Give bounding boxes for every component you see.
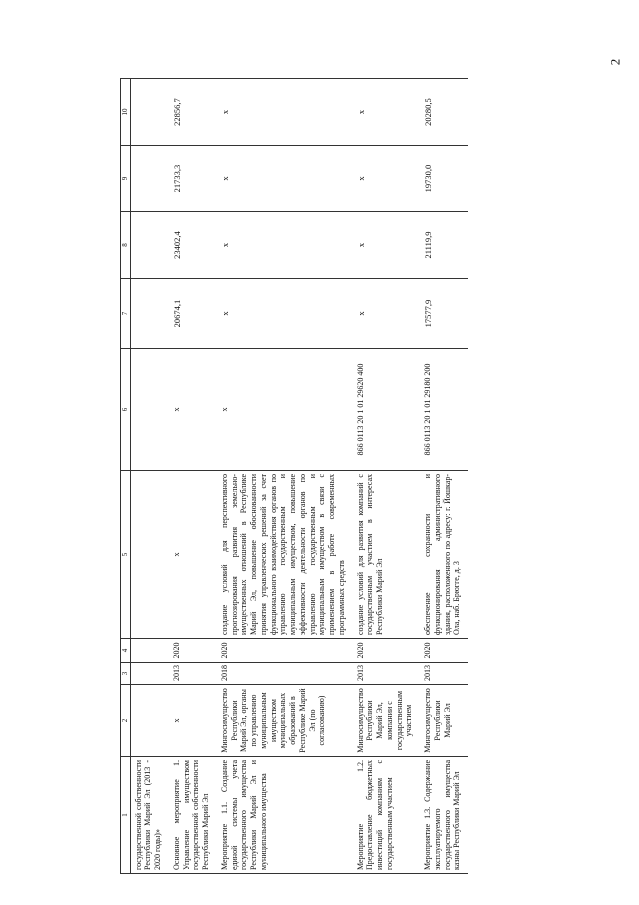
budget-code [130,349,169,471]
page-number: 2 [607,58,623,66]
activity-name: государственной собственности Республики Марий Эл (2013 - 2020 годы)» [130,757,169,874]
expected-result: x [169,471,217,639]
activity-name: Мероприятие 1.3. Содержание эксплуатируемого государственного имущества казны Республики Марий Эл [420,757,468,874]
program-activities-table [120,78,468,874]
executor: Мингосимущество Республики Марий Эл [420,685,468,757]
budget-code: 866 0113 20 1 01 29180 200 [420,349,468,471]
column-header: 4 [121,639,131,663]
expected-result: создание условий для перспективного прогнозирования развития земельно-имущественных отношений в Республике Марий Эл, повышение обоснованности принятия управленческих решений за счет функционального взаимодействия органов по управлению государственным и муниципальным имуществом, повышение эффективности деятельности органов по управлению государственным и муниципальным имуществом в связи с применением в работе современных программных средств [217,471,353,639]
activity-name: Мероприятие 1.2. Предоставление бюджетных инвестиций компаниям с государственным участием [353,757,421,874]
amount-col7 [130,279,169,349]
expected-result: создание условий для развития компаний с государственным участием в интересах Республики Марий Эл [353,471,421,639]
amount-col8: x [353,212,421,279]
start-year [130,663,169,685]
end-year: 2020 [217,639,353,663]
expected-result [130,471,169,639]
column-header: 3 [121,663,131,685]
amount-col10 [130,79,169,146]
amount-col7: 17577,9 [420,279,468,349]
amount-col9: x [217,146,353,212]
amount-col8: 21119,9 [420,212,468,279]
start-year: 2013 [353,663,421,685]
rotated-table-page [120,79,620,874]
column-header: 10 [121,79,131,146]
amount-col9 [130,146,169,212]
table-row [217,79,353,874]
amount-col10: x [353,79,421,146]
amount-col8: 23402,4 [169,212,217,279]
column-header: 5 [121,471,131,639]
amount-col10: 20280,5 [420,79,468,146]
start-year: 2013 [420,663,468,685]
start-year: 2018 [217,663,353,685]
budget-code: 866 0113 20 1 01 29620 400 [353,349,421,471]
table-row [420,79,468,874]
column-header: 7 [121,279,131,349]
budget-code: x [217,349,353,471]
table-row [169,79,217,874]
end-year [130,639,169,663]
end-year: 2020 [353,639,421,663]
end-year: 2020 [169,639,217,663]
column-header: 6 [121,349,131,471]
activity-name: Основное мероприятие 1. Управление имуществом государственной собственности Республики Марий Эл [169,757,217,874]
amount-col9: x [353,146,421,212]
executor: x [169,685,217,757]
amount-col7: x [353,279,421,349]
expected-result: обеспечение сохранности и функционирования административного здания, расположенного по адресу: г. Йошкар-Ола, наб. Брюгге, д. 3 [420,471,468,639]
column-header: 8 [121,212,131,279]
activity-name: Мероприятие 1.1. Создание единой системы учета государственного имущества Республики Марий Эл и муниципального имущества [217,757,353,874]
table-row [130,79,169,874]
executor: Мингосимущество Республики Марий Эл, компании с государственным участием [353,685,421,757]
executor [130,685,169,757]
amount-col10: x [217,79,353,146]
column-header: 2 [121,685,131,757]
start-year: 2013 [169,663,217,685]
column-header: 1 [121,757,131,874]
executor: Мингосимущество Республики Марий Эл, органы по управлению муниципальным имуществом муниципальных образований в Республике Марий Эл (по согласованию) [217,685,353,757]
amount-col9: 19730,0 [420,146,468,212]
budget-code: x [169,349,217,471]
amount-col9: 21733,3 [169,146,217,212]
amount-col7: x [217,279,353,349]
amount-col7: 20674,1 [169,279,217,349]
column-header: 9 [121,146,131,212]
amount-col8: x [217,212,353,279]
amount-col8 [130,212,169,279]
table-row [353,79,421,874]
column-number-row [121,79,131,874]
amount-col10: 22856,7 [169,79,217,146]
end-year: 2020 [420,639,468,663]
